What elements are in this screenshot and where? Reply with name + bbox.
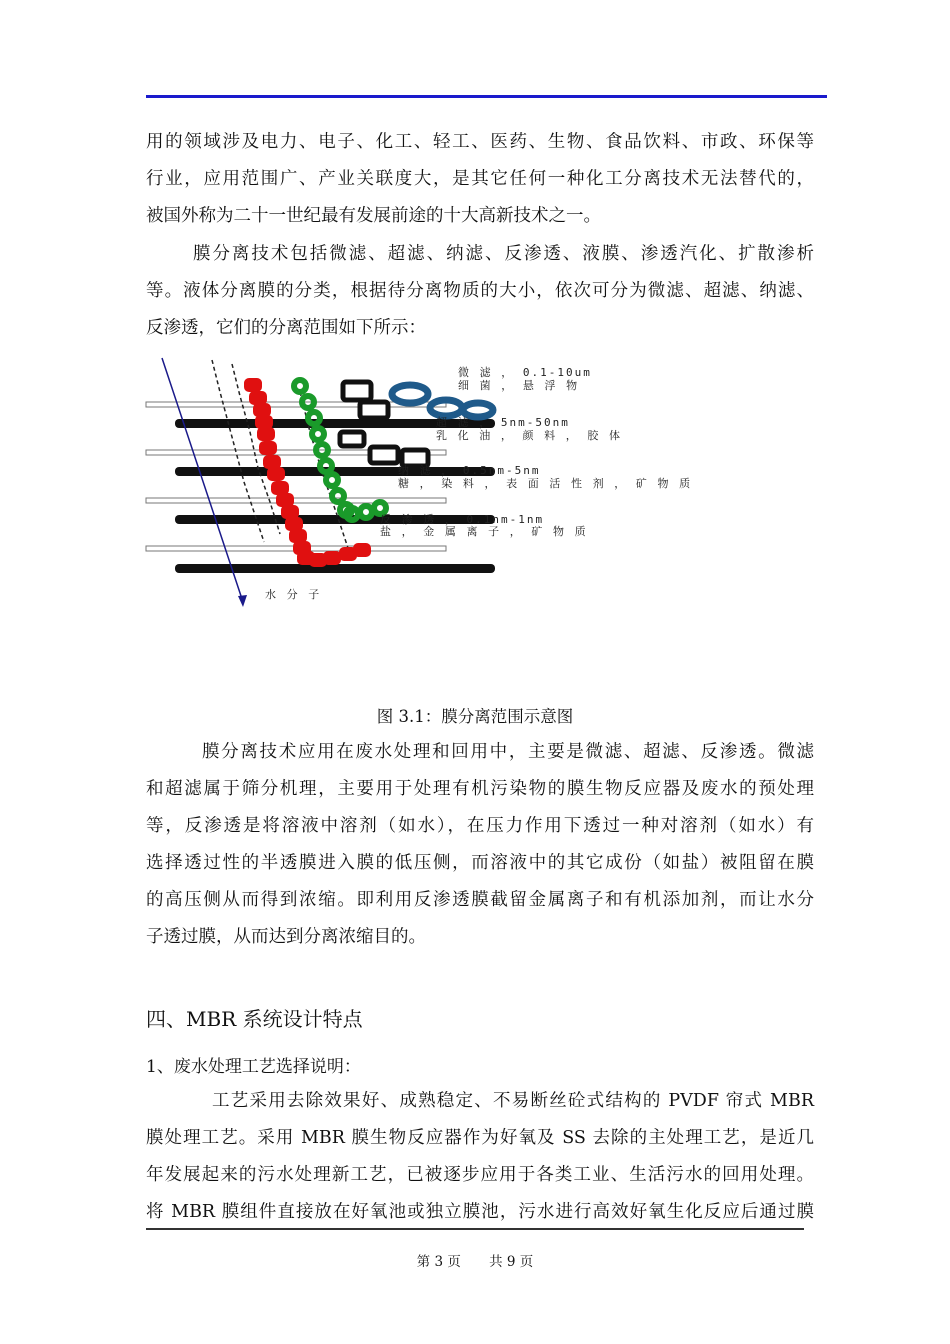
label-mf-range: 微 滤 ， 0.1-10um — [458, 366, 592, 379]
header-rule — [146, 95, 827, 98]
particle-ring — [392, 385, 428, 403]
text-line: 等。液体分离膜的分类，根据待分离物质的大小，依次可分为微滤、超滤、纳滤、 — [146, 281, 814, 301]
label-ro-items: 盐 ， 金 属 离 子 ， 矿 物 质 — [380, 525, 588, 538]
membrane-support — [146, 498, 446, 503]
section-heading: 四、MBR 系统设计特点 — [146, 1007, 363, 1031]
membrane-range-figure — [140, 352, 693, 617]
label-nf-range: 纳 滤 ， 0.5nm-5nm — [398, 464, 541, 477]
particle-ring — [430, 400, 462, 416]
particle-square — [343, 382, 371, 400]
text-line: 的高压侧从而得到浓缩。即利用反渗透膜截留金属离子和有机添加剂，而让水分 — [146, 890, 814, 910]
subsection-heading: 1、废水处理工艺选择说明： — [146, 1057, 361, 1077]
label-uf-range: 超 滤 ， 5nm-50nm — [436, 416, 570, 429]
particle-square — [340, 432, 364, 446]
particle-ring — [463, 403, 493, 417]
particle-green — [308, 412, 320, 424]
page-total: 共 9 页 — [489, 1254, 534, 1270]
particle-square — [370, 447, 398, 463]
page-footer — [0, 1250, 950, 1270]
text-line: 将 MBR 膜组件直接放在好氧池或独立膜池，污水进行高效好氧生化反应后通过膜 — [146, 1202, 814, 1222]
membrane-ro — [175, 564, 495, 573]
water-molecule — [353, 543, 371, 557]
water-molecule — [281, 505, 299, 519]
text-line: 膜处理工艺。采用 MBR 膜生物反应器作为好氧及 SS 去除的主处理工艺，是近几 — [146, 1128, 814, 1148]
text-line: 膜分离技术应用在废水处理和回用中，主要是微滤、超滤、反渗透。微滤 — [202, 742, 814, 762]
paragraph-membrane-types — [146, 236, 814, 347]
particle-green — [312, 428, 324, 440]
label-nf-items: 糖 ， 染 料 ， 表 面 活 性 剂 ， 矿 物 质 — [398, 477, 693, 490]
water-molecule — [253, 403, 271, 417]
water-molecule — [263, 455, 281, 469]
arrow-head-icon — [238, 595, 247, 607]
particle-green — [360, 506, 372, 518]
label-water: 水 分 子 — [265, 588, 322, 601]
text-line: 行业，应用范围广、产业关联度大，是其它任何一种化工分离技术无法替代的， — [146, 169, 814, 189]
text-line: 子透过膜，从而达到分离浓缩目的。 — [146, 927, 426, 947]
text-line: 等，反渗透是将溶液中溶剂（如水），在压力作用下透过一种对溶剂（如水）有 — [146, 816, 814, 836]
water-molecule — [267, 467, 285, 481]
water-molecule — [255, 415, 273, 429]
paragraph-wastewater — [146, 734, 814, 956]
label-uf-items: 乳 化 油 ， 颜 料 ， 胶 体 — [436, 429, 622, 442]
particle-square — [360, 402, 388, 418]
water-molecule — [289, 529, 307, 543]
text-line: 选择透过性的半透膜进入膜的低压侧，而溶液中的其它成份（如盐）被阻留在膜 — [146, 853, 814, 873]
text-line: 和超滤属于筛分机理，主要用于处理有机污染物的膜生物反应器及废水的预处理 — [146, 779, 814, 799]
footer-rule — [146, 1228, 804, 1230]
paragraph-process — [146, 1083, 814, 1231]
text-line: 反渗透，它们的分离范围如下所示： — [146, 318, 426, 338]
water-molecule — [285, 517, 303, 531]
water-molecule — [257, 427, 275, 441]
water-molecule — [249, 391, 267, 405]
particle-green — [332, 490, 344, 502]
text-line: 膜分离技术包括微滤、超滤、纳滤、反渗透、液膜、渗透汽化、扩散渗析 — [193, 244, 814, 264]
text-line: 工艺采用去除效果好、成熟稳定、不易断丝砼式结构的 PVDF 帘式 MBR — [212, 1091, 814, 1111]
page-number: 第 3 页 — [416, 1254, 461, 1270]
particle-green — [294, 380, 306, 392]
text-line: 年发展起来的污水处理新工艺，已被逐步应用于各类工业、生活污水的回用处理。 — [146, 1165, 814, 1185]
water-molecule — [259, 441, 277, 455]
label-ro-range: 反 渗 透 ， 0.1nm-1nm — [380, 513, 545, 526]
water-molecule — [271, 481, 289, 495]
water-molecule — [323, 551, 341, 565]
text-line: 用的领域涉及电力、电子、化工、轻工、医药、生物、食品饮料、市政、环保等 — [146, 132, 814, 152]
particle-green — [320, 460, 332, 472]
water-molecule — [244, 378, 262, 392]
figure-caption: 图 3.1：膜分离范围示意图 — [376, 707, 574, 726]
particle-green — [326, 474, 338, 486]
text-line: 被国外称为二十一世纪最有发展前途的十大高新技术之一。 — [146, 206, 601, 226]
paragraph-applications — [146, 124, 814, 235]
water-molecule — [276, 493, 294, 507]
label-mf-items: 细 菌 ， 悬 浮 物 — [458, 379, 580, 392]
